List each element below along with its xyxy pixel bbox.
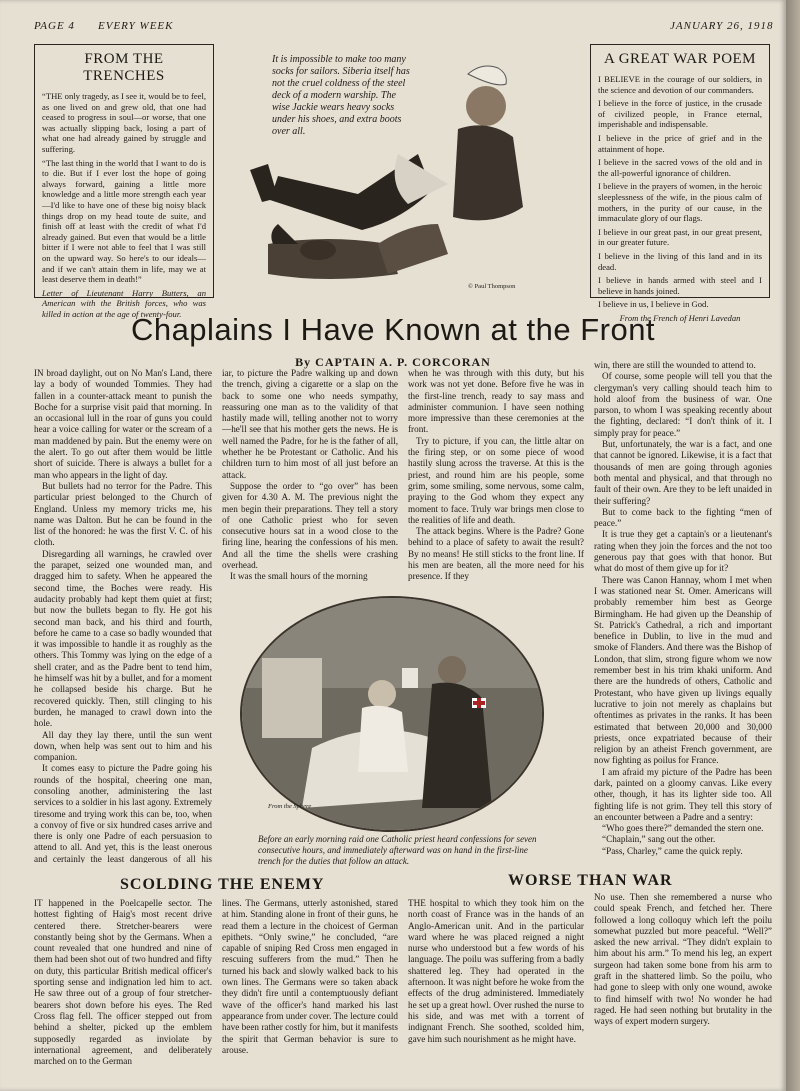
poem-source: From the French of Henri Lavedan — [619, 312, 741, 323]
scolding-column-1 — [34, 898, 212, 1088]
worse-text: No use. Then she remembered a nurse who could speak French, and fetched her. There followed a long colloquy which left the poilu somewhat puzzled but more peaceful. “Well?” asked the new arrival. “They didn't explain to him about his arm.” To mend his leg, an expert surgeon had taken some bone from his arm to graft in the shattered limb. So the poilu, who had gone to sleep with only one wound, awoke to find himself with two! No wonder he had raged. He had seen nothing but brutality in the ways of expert modern surgery. — [594, 892, 772, 1027]
article-paragraph: IN broad daylight, out on No Man's Land, there lay a body of wounded Tommies. They had fallen in a counter-attack meant to punish the Boche for a surprise visit paid that morning. In an occasional lull in the roar of guns you could hear a voice calling for water or the scream of a man maddened by pain. But the enemy were on the alert. To go out after them would be little short of suicide. There is always a bullet for a man who appears in the light of day. — [34, 368, 212, 480]
photo-caption: It is impossible to make too many socks for sailors. Siberia itself has not the cruel coldness of the steel deck of a modern warship. The wise Jackie wears heavy socks under his shoes, and extra boots over all. — [272, 54, 410, 137]
poem-line: I believe in our great past, in our great present, in our greater future. — [598, 226, 762, 248]
poem-line: I believe in the price of grief and in the attainment of hope. — [598, 132, 762, 154]
article-paragraph: when he was through with this duty, but his work was not yet done. Before five he was in the first-line trench, ready to say mass and administer communion. I have seen nothing more impressive than these ceremonies at the front. — [408, 368, 584, 435]
oval-photo-caption: Before an early morning raid one Catholic priest heard confessions for seven consecutive hours, and immediately afterward was on hand in the first-line trench for the duties that follow an attack. — [258, 834, 537, 867]
scolding-title: SCOLDING THE ENEMY — [120, 876, 325, 893]
article-paragraph: All day they lay there, until the sun went down, when help was sent out to him and his companion. — [34, 729, 212, 763]
article-paragraph: But bullets had no terror for the Padre. This particular priest belonged to the Church of England. Unless my memory tricks me, his name was Dalton. But he can be found in the list of the honored: he was the first V. C. of his cloth. — [34, 480, 212, 548]
article-paragraph: “Who goes there?” demanded the stern one. — [602, 823, 764, 834]
page-edge — [786, 0, 800, 1091]
poem-line: I believe in us, I believe in God. — [598, 299, 709, 310]
article-paragraph: Disregarding all warnings, he crawled over the parapet, seized one wounded man, and dragged him to safety. When he appeared the second time, the Boches were ready. His audacity probably had kept them quiet at first; but now the bullets began to fly. He got his second man back, and his third and fourth, before he came to a case so badly wounded that it was impossible to handle it as roughly as the others. This Tommy was lying on the edge of a shell crater, and as the Padre bent to tend him, he himself was hit by a bullet, and for a moment he collapsed beside his charge. But he recovered quickly. Then, still clinging to his burden, he managed to crawl down into the hole. — [34, 548, 212, 729]
article-paragraph: It is true they get a captain's or a lieutenant's rating when they join the forces and the not too generous pay that goes with that honor. But what do most of them give up for it? — [594, 529, 772, 574]
article-byline: By CAPTAIN A. P. CORCORAN — [295, 355, 491, 369]
box-paragraph: “The last thing in the world that I want to do is to die. But if I ever lost the hope of going always forward, gaining a little more knowledge and a little more strength each year—I'd like to have one of these big noisy black things drop on my head toute de suite, and finish off at least with the credit of what I'd already gained. But even that would be a little bitter if I were not able to feel that I was still on the upward way. So here's to our ideals—and if we can't attain them in life, may we at least deserve them in death!” — [42, 157, 206, 285]
article-paragraph: Suppose the order to “go over” has been given for 4.30 A. M. The previous night the men begin their preparations. They tell a story of one Catholic priest who for seven consecutive hours sat in a wood close to the firing line, hearing the confessions of his men. And all the time the shells were crashing overhead. — [222, 480, 398, 571]
article-paragraph: “Pass, Charley,” came the quick reply. — [602, 845, 743, 856]
page-number: PAGE 4 — [34, 20, 75, 32]
poem-title: A GREAT WAR POEM — [603, 51, 757, 67]
article-paragraph: “Chaplain,” sang out the other. — [602, 834, 716, 845]
poem-line: I believe in the living of this land and in its dead. — [598, 250, 762, 272]
from-the-trenches-box — [34, 44, 214, 319]
scolding-column-2 — [222, 898, 398, 1088]
article-column-2 — [222, 368, 398, 588]
article-paragraph: But, unfortunately, the war is a fact, and one that cannot be ignored. Likewise, it is a fact that thousands of men are going through agonies both mental and physical, and that through no fault of their own. Are they to be left unaided in their suffering? — [594, 439, 772, 506]
poem-line: I BELIEVE in the courage of our soldiers, in the science and devotion of our commanders. — [598, 74, 762, 95]
worse-column-2 — [594, 892, 772, 1088]
issue-date: JANUARY 26, 1918 — [670, 20, 774, 32]
poem-line: I believe in the force of justice, in the crusade of civilized people, in France eternal, imperishable and indispensable. — [598, 98, 762, 130]
article-column-4 — [594, 360, 772, 865]
poem-line: I believe in hands armed with steel and I believe in hands joined. — [598, 275, 762, 296]
photo-credit: © Paul Thompson — [468, 283, 516, 290]
article-title: Chaplains I Have Known at the Front — [130, 312, 656, 347]
article-paragraph: I am afraid my picture of the Padre has been dark, painted on a gloomy canvas. Like every other, though, it has its lighter side too. All fighting life is not grim. They tell this story of an encounter between a Padre and a sentry: — [594, 766, 772, 822]
box-signature: Letter of Lieutenant Harry Butters, an American with the British forces, who was killed in action at the age of twenty-four. — [42, 287, 206, 319]
article-column-1 — [34, 368, 212, 863]
poem-line: I believe in the sacred vows of the old and in the all-powerful ignorance of children. — [598, 157, 762, 178]
article-paragraph: The attack begins. Where is the Padre? Gone behind to a place of safety to await the result? By no means! He still sticks to the front line. If his men are beaten, all the more need for his presence. If they — [408, 526, 584, 582]
article-column-3 — [408, 368, 584, 588]
great-war-poem-box — [590, 44, 770, 323]
scolding-text: IT happened in the Poelcapelle sector. The hottest fighting of Haig's most recent drive centered there. Stretcher-bearers were constantly being shot by the Germans. When a count revealed that one hundred and nine of them had been shot out of two hundred and fifty on duty, this particular British medical officer's sporting sense and indignation led him to act. He saw three out of a group of four stretcher-bearers shot down before his eyes. The Red Cross flag fell. The officer stepped out from behind a shelter, picked up the emblem supposedly regarded as inviolate by international agreement, and deliberately marched on to the German — [34, 898, 212, 1067]
article-paragraph: But to come back to the fighting “men of peace.” — [594, 506, 772, 529]
scolding-text: lines. The Germans, utterly astonished, stared at him. Standing alone in front of their guns, he read them a lecture in the choicest of German epithets. “Only swine,” he concluded, “are capable of sniping Red Cross men engaged in rescuing sufferers from the mud.” Then he turned his back and slowly walked back to his own lines. The Germans were so taken aback they didn't fire until a contemptuously defiant wave of the officer's hand marked his last appearance from under cover. The lecture could have been rather costly for him, but it manifests the spirit that German behavior is sure to arouse. — [222, 898, 398, 1055]
worse-text: THE hospital to which they took him on the north coast of France was in the hands of an Anglo-American unit. And in the particular ward where he was placed reigned a night nurse who understood but a few words of his language. The poilu was suffering from a badly shattered leg. They had operated in the afternoon. It was night before he woke from the effects of the drug administered. Immediately he set up a great howl. Over rushed the nurse to his side, and was met with a torrent of indignant French. She soothed, scolded him, gave him such nourishment as he might have. — [408, 898, 584, 1044]
oval-photo-credit: From the Sphere — [268, 803, 312, 810]
box-title: FROM THE TRENCHES — [83, 51, 165, 84]
article-paragraph: It comes easy to picture the Padre going his rounds of the hospital, cheering one man, consoling another, administering the last services to a soldier in his last agony. Extremely tiresome and trying work this can be, too, when a convoy of five or six hundred cases arrive and there is only one Padre of each persuasion to attend to all. And yet, this is the least onerous and certainly the least dangerous of all his — [34, 763, 212, 863]
worse-column-1 — [408, 898, 584, 1088]
box-paragraph: “THE only tragedy, as I see it, would be to feel, as one lived on and grew old, that one had ceased to progress in soul—or worse, that one was actually slipping back, losing a part of what one had already gained by struggle and suffering. — [42, 91, 206, 154]
article-paragraph: There was Canon Hannay, whom I met when I was stationed near St. Omer. Americans will probably remember him best as George Birmingham. He had given up the Deanship of St. Patrick's Cathedral, a rich and important benefice in Dublin, to live in the mud and smoke of Flanders. And there was the Bishop of London, that slim, strong figure whom we now remember best in his trim khaki uniform. And there are the hundreds of others, Catholic and Protestant, who have given up livings equally lucrative to join not merely as chaplains but oftentimes as privates in the ranks. It has been estimated that between 20,000 and 30,000 priests, once expatriated because of their religion by an atheist French government, are now fighting as poilus for France. — [594, 574, 772, 766]
article-paragraph: Try to picture, if you can, the little altar on the firing step, or on some piece of wood hastily slung across the traverse. At this is the priest, and round him are his people, some grim, some smiling, some nervous, some calm, praying to the God whom they expect any moment to face. Truly war brings men close to the realities of life and death. — [408, 435, 584, 525]
magazine-name: EVERY WEEK — [98, 20, 174, 32]
worse-title: WORSE THAN WAR — [508, 872, 673, 889]
article-paragraph: Of course, some people will tell you that the clergyman's very calling should teach him to hold aloof from the business of war. One parson, to whom I was speaking recently about the fighting, declared: “I don't think of it. I simply pray for peace.” — [594, 371, 772, 438]
article-paragraph: win, there are still the wounded to attend to. — [594, 360, 756, 370]
article-paragraph: It was the small hours of the morning — [230, 571, 368, 582]
chaplain-oval-photo — [240, 596, 544, 832]
article-paragraph: iar, to picture the Padre walking up and down the trench, giving a cigarette or a slap on the back to some one who needs sympathy, reassuring one man as to the validity of that hastily made will, telling another not to worry—he'll see that his mother gets the news. He is well named the Padre, for he is the father of all, whether he be Protestant or Catholic. And his children turn to him most of all just before an attack. — [222, 368, 398, 480]
poem-line: I believe in the prayers of women, in the heroic sleeplessness of the wife, in the pious calm of mothers, in the purity of our cause, in the immaculate glory of our flags. — [598, 181, 762, 224]
